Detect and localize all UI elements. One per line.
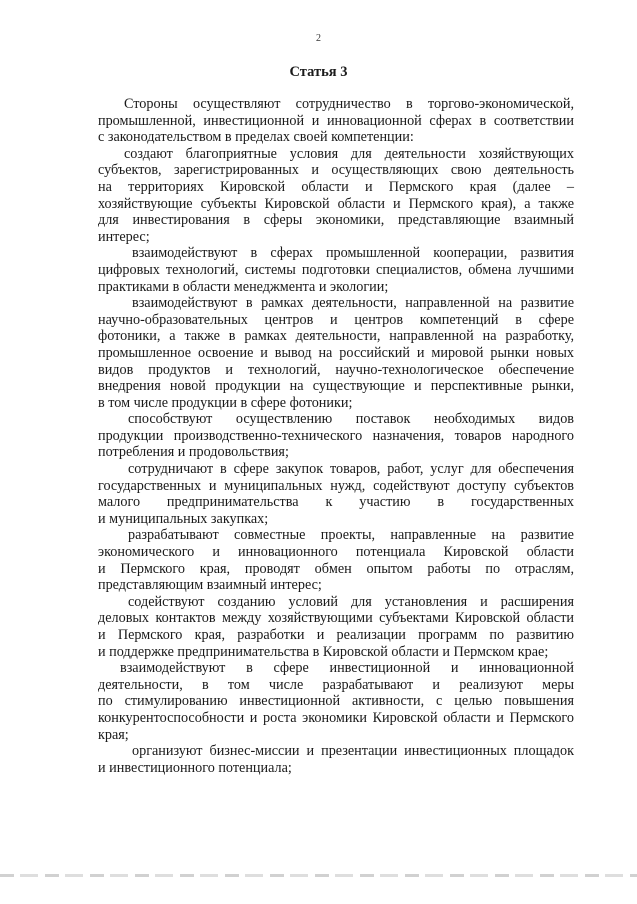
text-line: по стимулированию инвестиционной активности, с целью повышения [98, 693, 574, 710]
text-line: представляющим взаимный интерес; [98, 577, 322, 594]
text-line: Стороны осуществляют сотрудничество в торгово-экономической, [124, 96, 574, 112]
article-paragraph [98, 594, 574, 660]
text-line: внедрения новой продукции на существующие и перспективные рынки, [98, 378, 574, 395]
article-paragraph [98, 96, 574, 146]
article-paragraph [98, 295, 574, 411]
text-line: и Пермского края, проводят обмен опытом работы по отраслям, [98, 560, 574, 577]
article-paragraph [98, 527, 574, 593]
text-line: и муниципальных закупках; [98, 510, 269, 527]
text-line: видов продуктов и технологий, научно-технологическое обеспечение [98, 361, 574, 378]
text-line: практиками в области менеджмента и экологии; [98, 278, 389, 295]
text-line: взаимодействуют в сфере инвестиционной и инновационной [120, 660, 574, 677]
text-line: государственных и муниципальных нужд, содействуют доступу субъектов [98, 477, 574, 494]
text-line: научно-образовательных центров и центров компетенций в сфере [98, 311, 574, 328]
text-line: взаимодействуют в сферах промышленной кооперации, развития [132, 245, 574, 262]
article-paragraph [98, 146, 574, 246]
text-line: хозяйствующие субъекты Кировской области и Пермского края), а также [98, 195, 574, 212]
article-paragraph [98, 245, 574, 295]
text-line: края; [98, 726, 129, 743]
article-body [98, 96, 574, 776]
scan-artifact-line [0, 874, 637, 877]
article-paragraph [98, 461, 574, 527]
text-line: экономического и инновационного потенциала Кировской области [98, 544, 574, 561]
text-line: конкурентоспособности и роста экономики Кировской области и Пермского [98, 709, 574, 726]
text-line: промышленной, инвестиционной и инновационной сферах в соответствии [98, 112, 574, 129]
text-line: на территориях Кировской области и Пермского края (далее – [98, 178, 574, 195]
text-line: деловых контактов между хозяйствующими субъектами Кировской области [98, 610, 574, 627]
text-line: потребления и продовольствия; [98, 444, 289, 461]
text-line: создают благоприятные условия для деятельности хозяйствующих [124, 145, 574, 162]
page-number: 2 [316, 33, 321, 44]
article-paragraph [98, 411, 574, 461]
text-line: и Пермского края, разработки и реализации программ по развитию [98, 627, 574, 643]
text-line: деятельности, в том числе разрабатывают и реализуют меры [98, 676, 574, 693]
text-line: малого предпринимательства к участию в государственных [98, 494, 574, 511]
article-paragraph [98, 743, 574, 776]
text-line: цифровых технологий, системы подготовки специалистов, обмена лучшими [98, 261, 574, 278]
text-line: организуют бизнес-миссии и презентации инвестиционных площадок [132, 743, 574, 760]
text-line: и поддержке предпринимательства в Кировской области и Пермском крае; [98, 643, 549, 660]
text-line: взаимодействуют в рамках деятельности, направленной на развитие [132, 295, 574, 312]
text-line: разрабатывают совместные проекты, направленные на развитие [128, 527, 574, 544]
text-line: интерес; [98, 228, 150, 245]
text-line: содействуют созданию условий для установления и расширения [128, 593, 574, 610]
text-line: для инвестирования в сферы экономики, представляющие взаимный [98, 212, 574, 229]
text-line: способствуют осуществлению поставок необходимых видов [128, 411, 574, 428]
text-line: продукции производственно-технического назначения, товаров народного [98, 427, 574, 444]
text-line: промышленное освоение и вывод на российский и мировой рынки новых [98, 344, 574, 361]
article-paragraph [98, 660, 574, 743]
text-line: и инвестиционного потенциала; [98, 759, 292, 776]
text-line: сотрудничают в сфере закупок товаров, работ, услуг для обеспечения [128, 461, 574, 478]
text-line: с законодательством в пределах своей компетенции: [98, 129, 414, 146]
text-line: фотоники, а также в рамках деятельности, направленной на разработку, [98, 328, 574, 345]
article-title: Статья 3 [289, 64, 348, 80]
text-line: в том числе продукции в сфере фотоники; [98, 394, 353, 411]
text-line: субъектов, зарегистрированных и осуществляющих свою деятельность [98, 162, 574, 179]
